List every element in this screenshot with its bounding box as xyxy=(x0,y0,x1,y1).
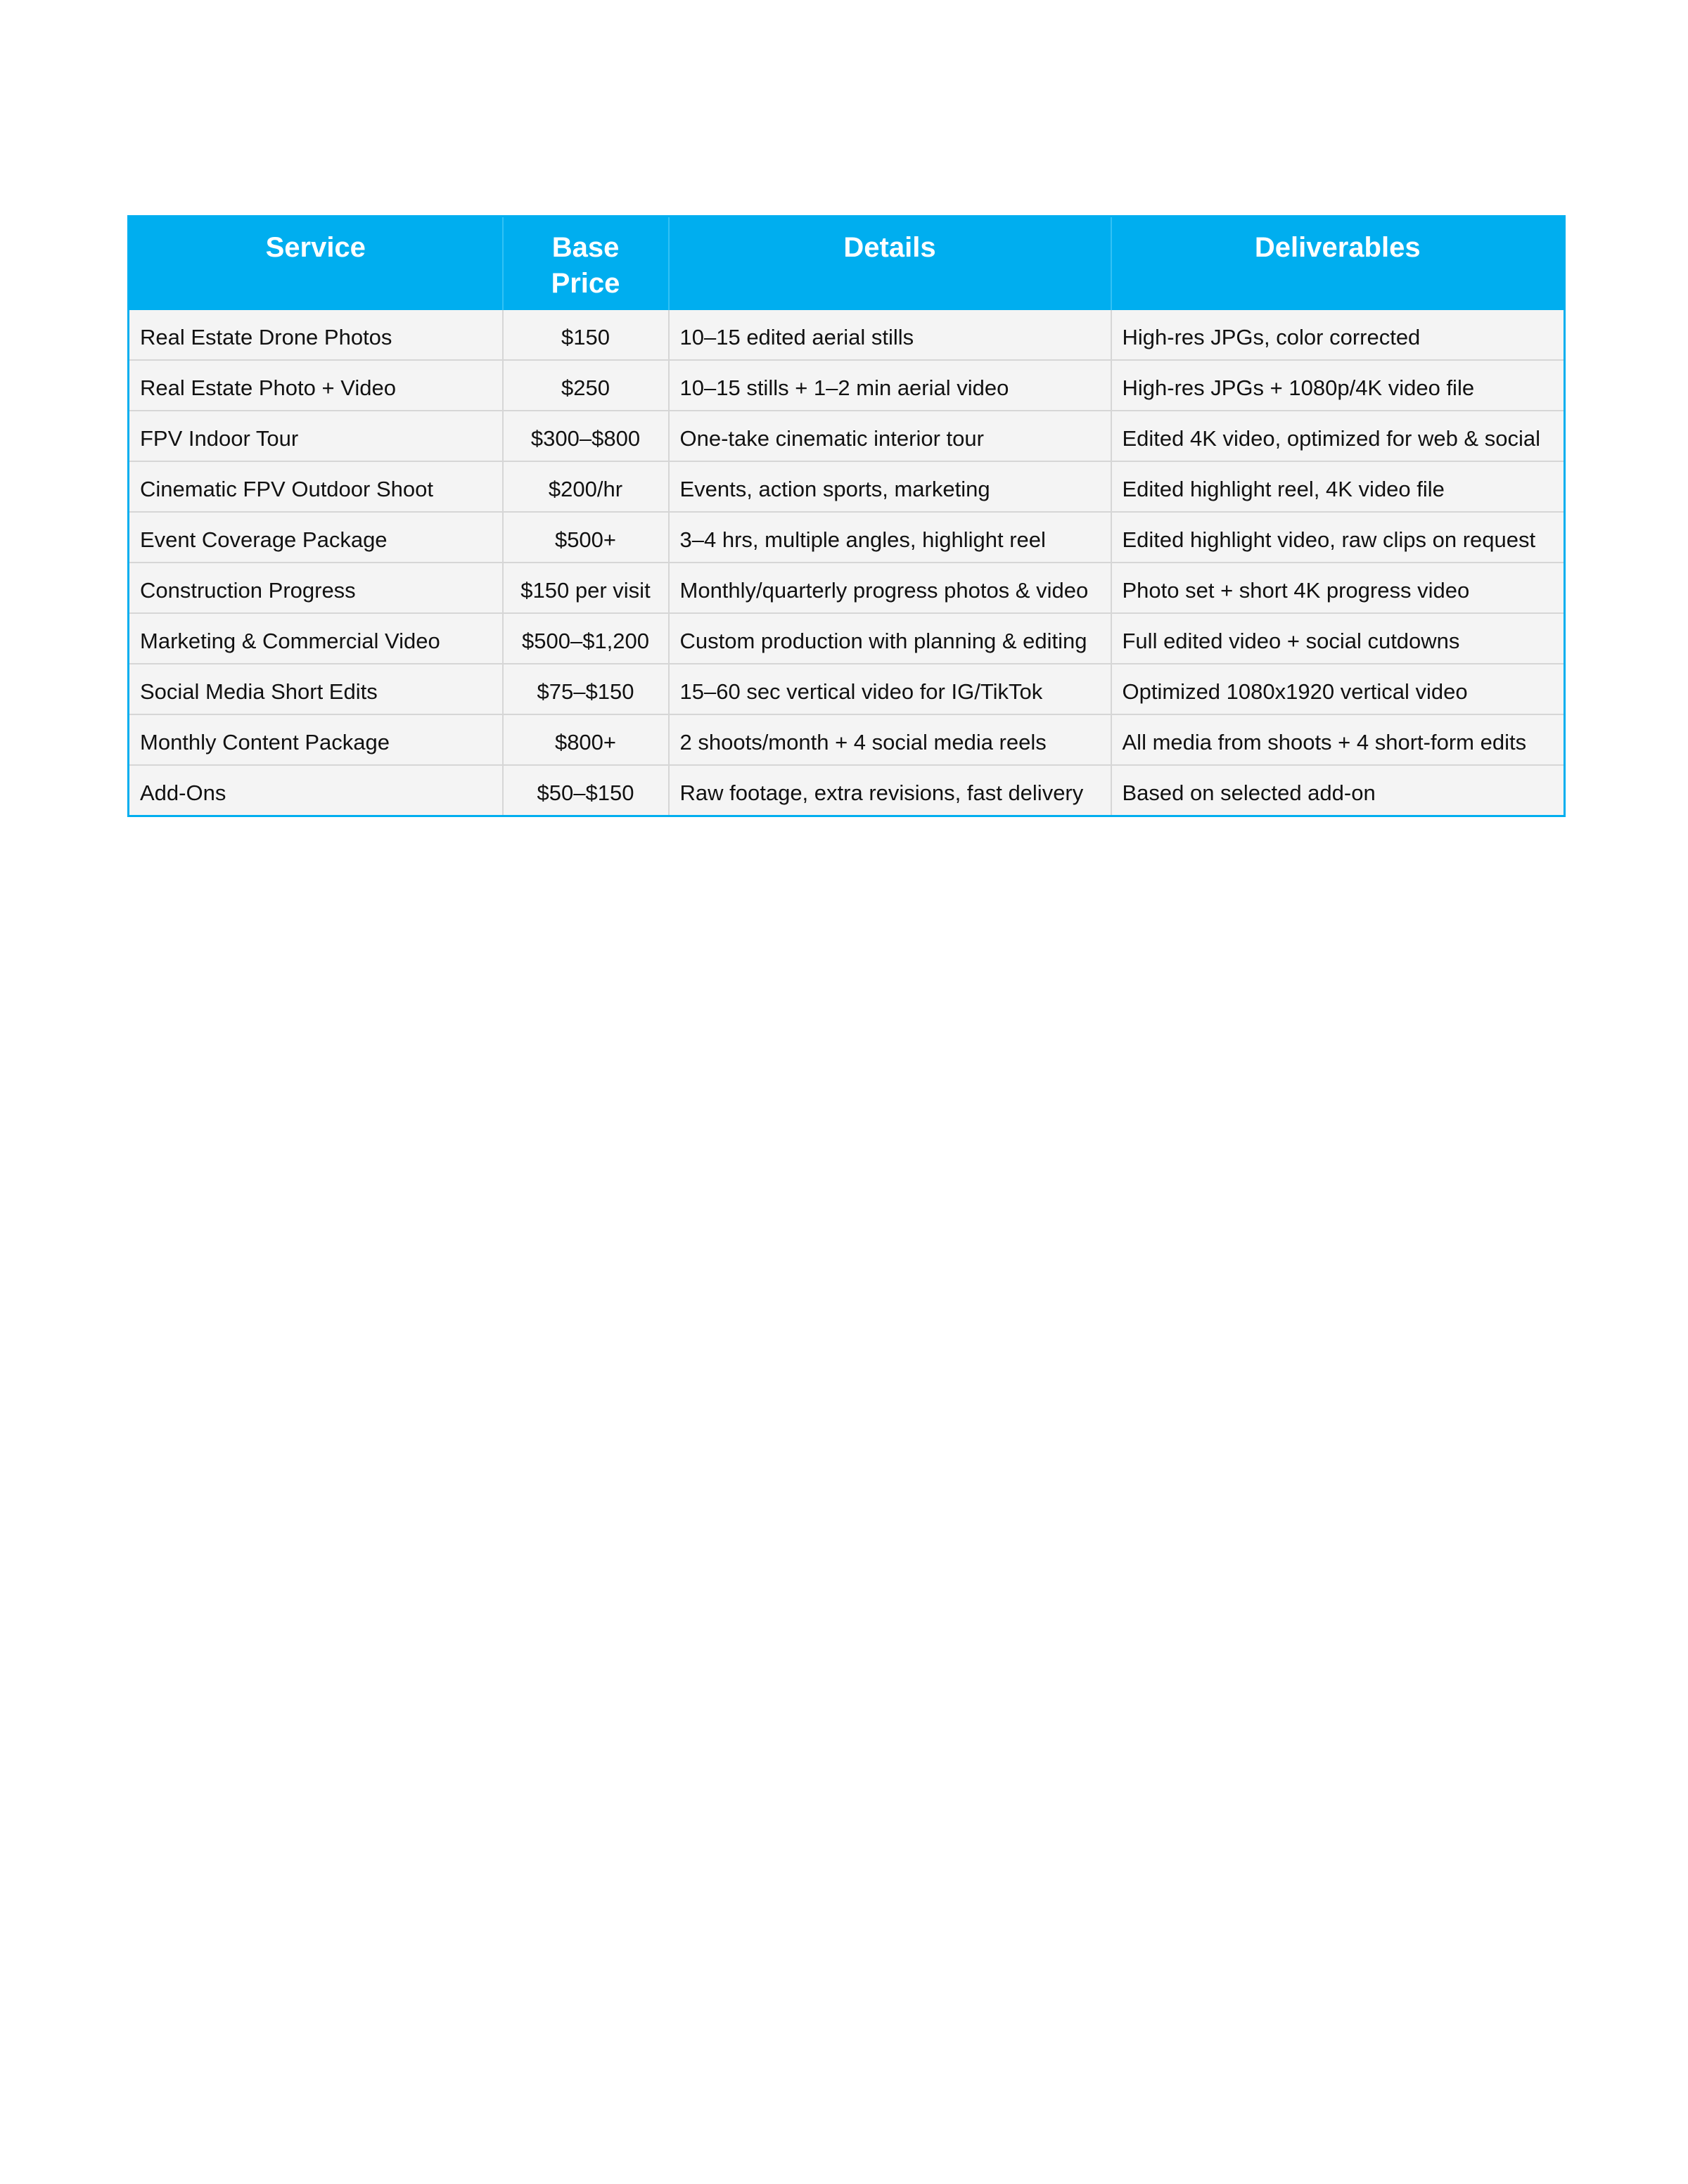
table-row xyxy=(129,613,1565,664)
cell-service: Marketing & Commercial Video xyxy=(129,613,503,664)
cell-service: Real Estate Drone Photos xyxy=(129,310,503,360)
cell-price: $50–$150 xyxy=(503,765,669,816)
cell-service: FPV Indoor Tour xyxy=(129,411,503,461)
cell-details: 15–60 sec vertical video for IG/TikTok xyxy=(669,664,1111,714)
cell-deliverables: Based on selected add-on xyxy=(1111,765,1565,816)
cell-price: $200/hr xyxy=(503,461,669,512)
table-body xyxy=(129,310,1565,816)
cell-service: Cinematic FPV Outdoor Shoot xyxy=(129,461,503,512)
table-row xyxy=(129,461,1565,512)
table-row xyxy=(129,411,1565,461)
header-details: Details xyxy=(669,217,1111,311)
cell-deliverables: All media from shoots + 4 short-form edits xyxy=(1111,714,1565,765)
cell-deliverables: Edited highlight reel, 4K video file xyxy=(1111,461,1565,512)
cell-price: $300–$800 xyxy=(503,411,669,461)
cell-details: Events, action sports, marketing xyxy=(669,461,1111,512)
cell-deliverables: High-res JPGs + 1080p/4K video file xyxy=(1111,360,1565,411)
cell-price: $500–$1,200 xyxy=(503,613,669,664)
cell-price: $75–$150 xyxy=(503,664,669,714)
cell-service: Add-Ons xyxy=(129,765,503,816)
table-row xyxy=(129,360,1565,411)
cell-price: $150 xyxy=(503,310,669,360)
cell-details: 10–15 edited aerial stills xyxy=(669,310,1111,360)
cell-service: Event Coverage Package xyxy=(129,512,503,563)
table-row xyxy=(129,664,1565,714)
table-row xyxy=(129,765,1565,816)
header-deliverables: Deliverables xyxy=(1111,217,1565,311)
table-row xyxy=(129,512,1565,563)
header-base-price: Base Price xyxy=(503,217,669,311)
cell-service: Construction Progress xyxy=(129,563,503,613)
cell-price: $250 xyxy=(503,360,669,411)
cell-deliverables: Photo set + short 4K progress video xyxy=(1111,563,1565,613)
table-row xyxy=(129,563,1565,613)
cell-price: $800+ xyxy=(503,714,669,765)
cell-service: Social Media Short Edits xyxy=(129,664,503,714)
cell-service: Monthly Content Package xyxy=(129,714,503,765)
cell-deliverables: High-res JPGs, color corrected xyxy=(1111,310,1565,360)
cell-deliverables: Edited highlight video, raw clips on request xyxy=(1111,512,1565,563)
cell-details: 10–15 stills + 1–2 min aerial video xyxy=(669,360,1111,411)
cell-details: Raw footage, extra revisions, fast delivery xyxy=(669,765,1111,816)
header-row xyxy=(129,217,1565,311)
table-row xyxy=(129,714,1565,765)
cell-price: $150 per visit xyxy=(503,563,669,613)
cell-details: One-take cinematic interior tour xyxy=(669,411,1111,461)
header-service: Service xyxy=(129,217,503,311)
cell-service: Real Estate Photo + Video xyxy=(129,360,503,411)
table-row xyxy=(129,310,1565,360)
cell-deliverables: Edited 4K video, optimized for web & social xyxy=(1111,411,1565,461)
cell-details: Monthly/quarterly progress photos & video xyxy=(669,563,1111,613)
cell-details: 3–4 hrs, multiple angles, highlight reel xyxy=(669,512,1111,563)
pricing-table xyxy=(127,215,1566,817)
table-header xyxy=(129,217,1565,311)
cell-details: Custom production with planning & editing xyxy=(669,613,1111,664)
cell-deliverables: Full edited video + social cutdowns xyxy=(1111,613,1565,664)
cell-deliverables: Optimized 1080x1920 vertical video xyxy=(1111,664,1565,714)
cell-details: 2 shoots/month + 4 social media reels xyxy=(669,714,1111,765)
cell-price: $500+ xyxy=(503,512,669,563)
